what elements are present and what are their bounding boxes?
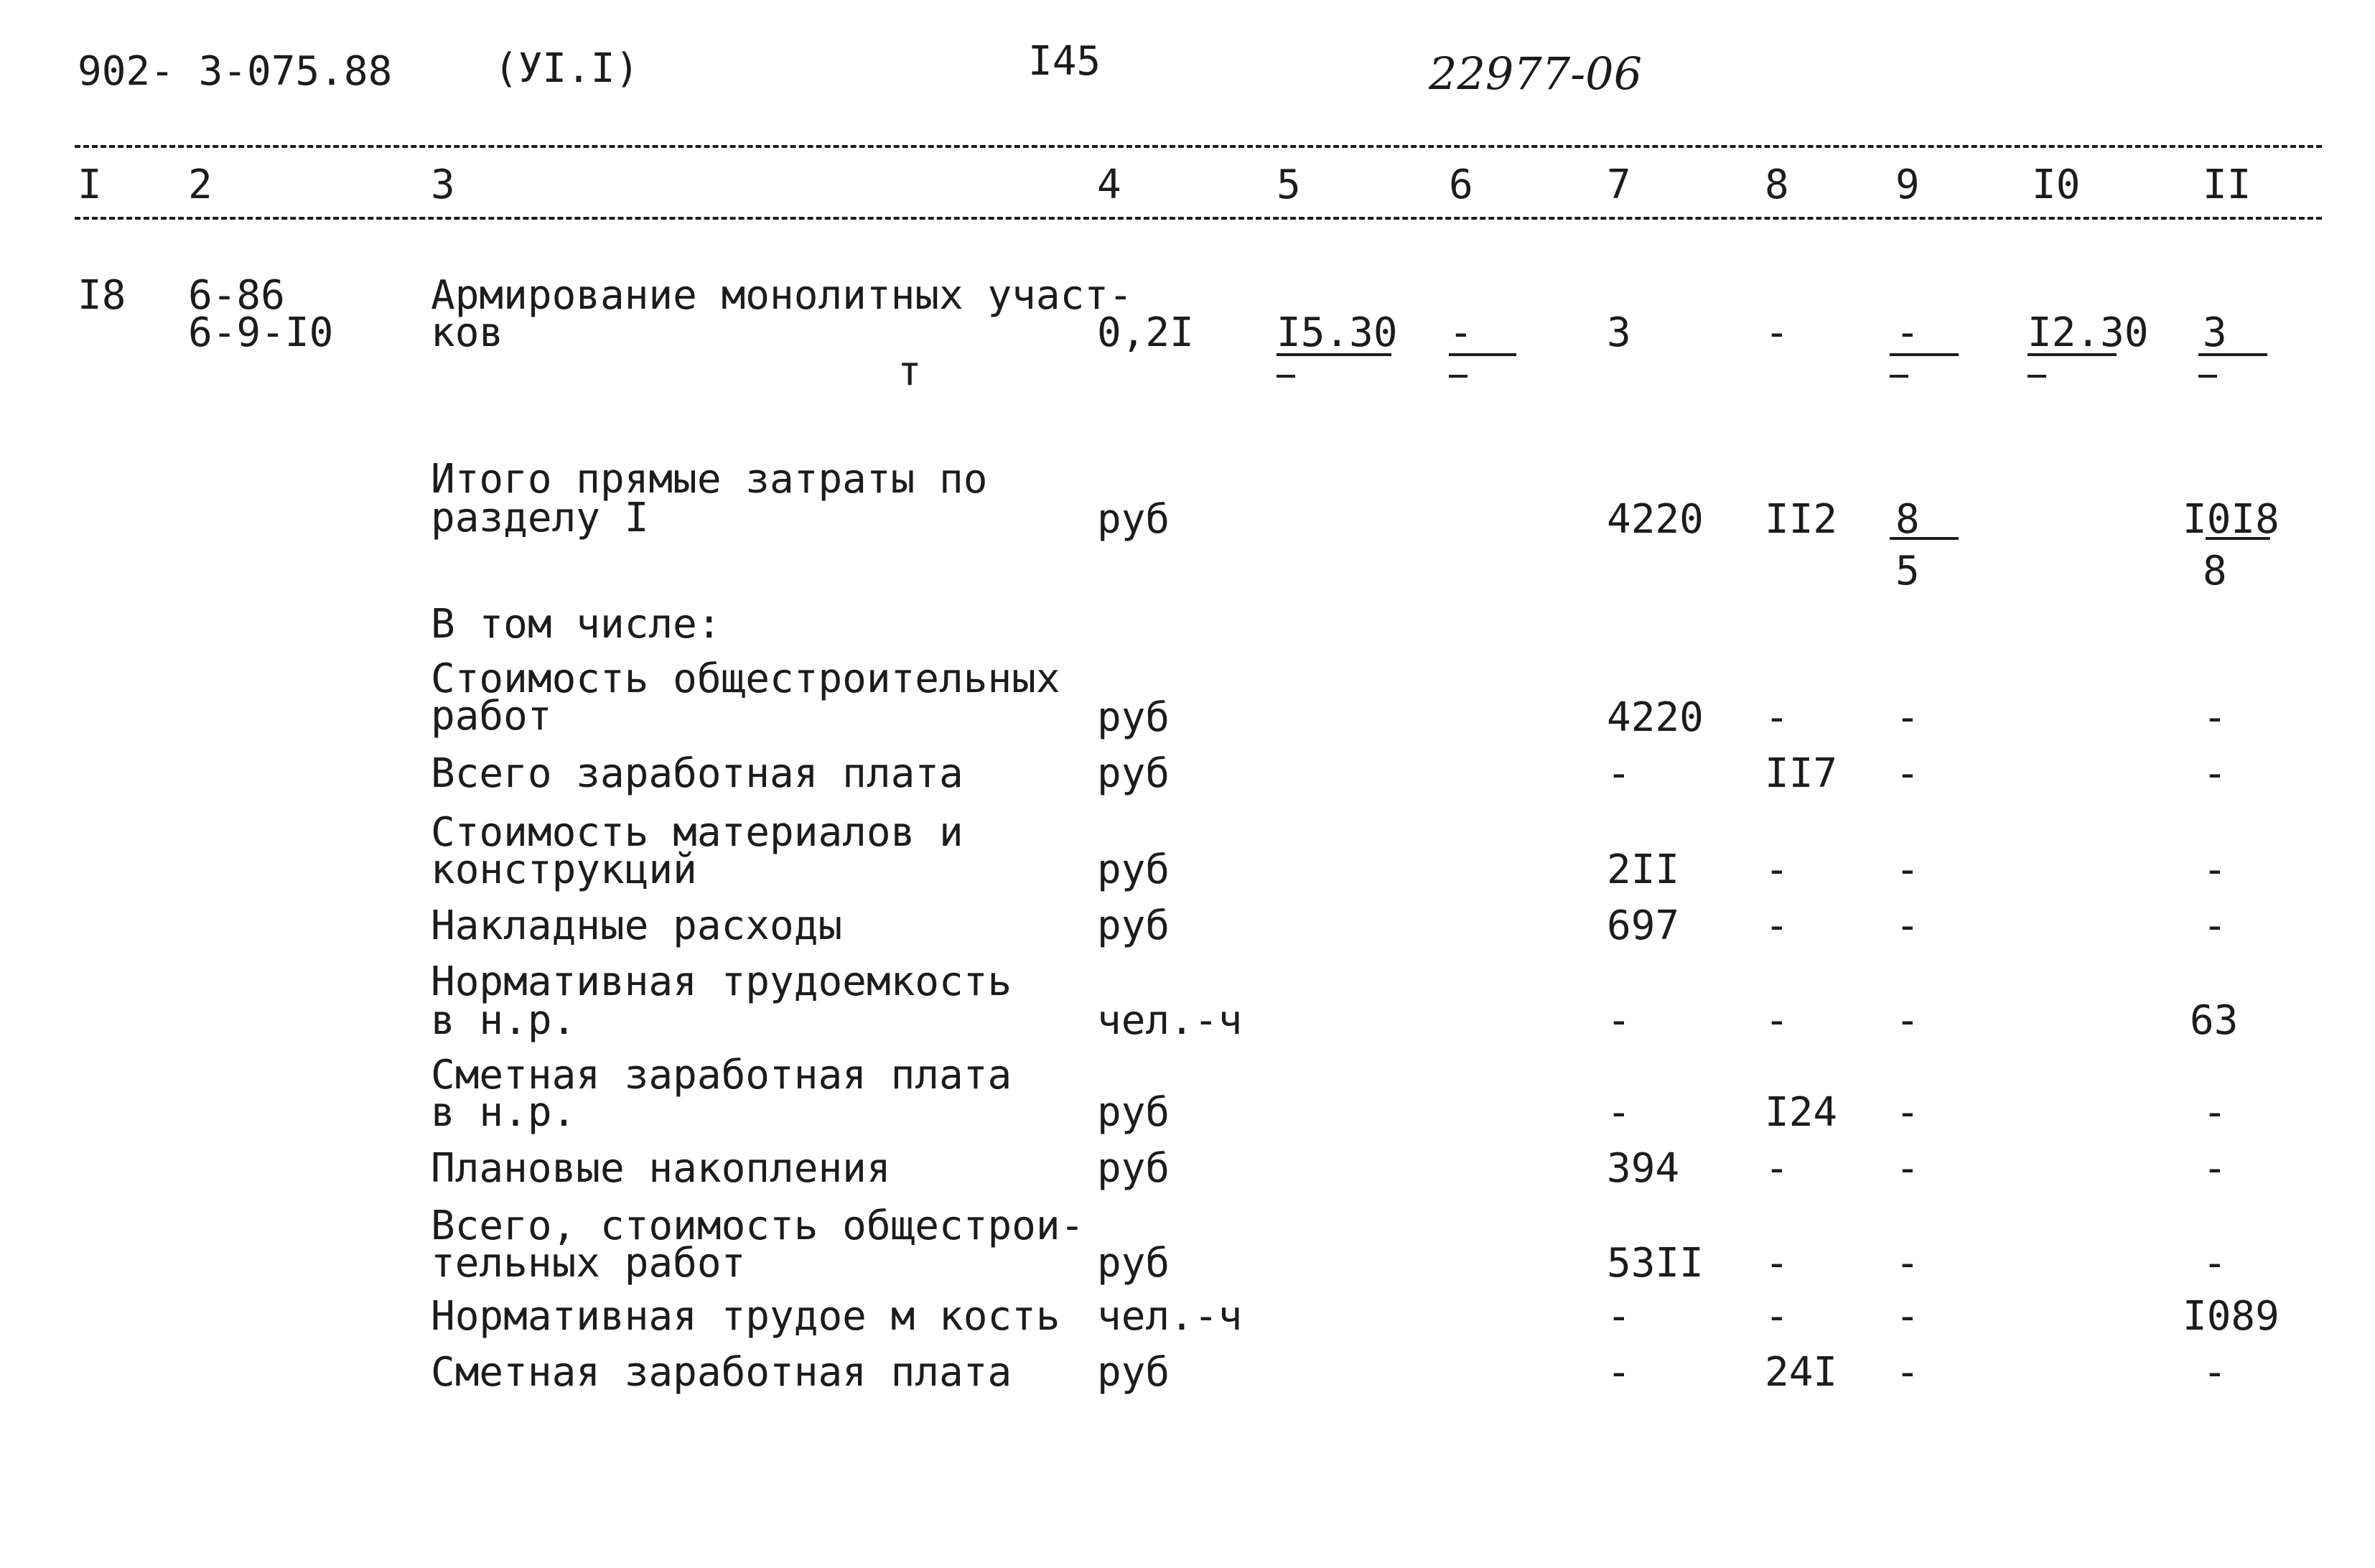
row-6-unit: руб [1097, 1089, 1170, 1136]
row-4-col9: - [1895, 902, 1920, 949]
row-9-col11: I089 [2183, 1293, 2280, 1340]
row-1-label-line2: работ [431, 693, 552, 739]
row-6-col11: - [2203, 1089, 2227, 1136]
row-6-label-line1: Сметная заработная плата [431, 1052, 1012, 1098]
row-1-col11: - [2203, 694, 2227, 741]
row-4-col7: 697 [1607, 902, 1680, 949]
row-4-unit: руб [1097, 902, 1170, 949]
row-8-col7: 53II [1607, 1240, 1704, 1287]
total-label-line2: разделу I [431, 495, 649, 541]
row-3-col8: - [1765, 846, 1789, 893]
item-col10: I2.30 [2028, 309, 2149, 356]
row-4-col11: - [2203, 902, 2227, 949]
col-number-6: 6 [1449, 162, 1473, 208]
col-number-5: 5 [1277, 162, 1301, 208]
item-name-line1: Армирование монолитных участ- [431, 272, 1133, 319]
row-8-label-line1: Всего, стоимость общестрои- [431, 1203, 1085, 1249]
row-4-label-line1: Накладные расходы [431, 902, 843, 949]
item-name-line2: ков [431, 309, 504, 356]
row-7-col9: - [1895, 1145, 1920, 1192]
item-code-1: 6-86 [188, 272, 285, 319]
row-3-col9: - [1895, 846, 1920, 893]
item-col11: 3 [2203, 309, 2227, 356]
col-number-11: II [2203, 162, 2252, 208]
row-3-col7: 2II [1607, 846, 1680, 893]
row-10-col9: - [1895, 1349, 1920, 1396]
row-3-label-line1: Стоимость материалов и [431, 809, 963, 856]
row-1-col8: - [1765, 694, 1789, 741]
row-7-col11: - [2203, 1145, 2227, 1192]
row-2-col7: - [1607, 750, 1631, 797]
col-number-1: I [78, 162, 102, 208]
total-label-line1: Итого прямые затраты по [431, 456, 988, 503]
row-8-col11: - [2203, 1240, 2227, 1287]
item-col11-dash [2198, 375, 2217, 378]
item-col6-dash [1449, 375, 1468, 378]
row-1-label-line1: Стоимость общестроительных [431, 655, 1060, 702]
item-col5-underline [1277, 353, 1391, 356]
row-3-label-line2: конструкций [431, 846, 697, 893]
item-col6-underline [1449, 353, 1516, 356]
col-number-9: 9 [1895, 162, 1920, 208]
row-2-col9: - [1895, 750, 1920, 797]
row-3-col11: - [2203, 846, 2227, 893]
document-series: 902- 3-075.88 [78, 48, 393, 95]
header-bottom-rule [75, 217, 2322, 220]
item-col10-underline [2028, 353, 2117, 356]
col-number-7: 7 [1607, 162, 1631, 208]
row-6-col8: I24 [1765, 1089, 1838, 1136]
row-3-unit: руб [1097, 846, 1170, 893]
total-col8: II2 [1765, 496, 1838, 543]
row-5-col8: - [1765, 997, 1789, 1044]
row-6-col7: - [1607, 1089, 1631, 1136]
item-col5-dash [1277, 375, 1295, 378]
row-7-col7: 394 [1607, 1145, 1680, 1192]
row-9-col9: - [1895, 1293, 1920, 1340]
item-col6: - [1449, 309, 1473, 356]
col-number-2: 2 [188, 162, 213, 208]
row-9-label-line1: Нормативная трудое м кость [431, 1293, 1060, 1340]
including-label: В том числе: [431, 601, 722, 648]
row-9-col8: - [1765, 1293, 1789, 1340]
row-2-unit: руб [1097, 750, 1170, 797]
row-7-col8: - [1765, 1145, 1789, 1192]
row-1-col9: - [1895, 694, 1920, 741]
row-2-col11: - [2203, 750, 2227, 797]
row-10-col8: 24I [1765, 1349, 1838, 1396]
row-5-label-line2: в н.р. [431, 997, 577, 1044]
row-9-col7: - [1607, 1293, 1631, 1340]
item-col5: I5.30 [1277, 309, 1398, 356]
total-col9-top: 8 [1895, 496, 1920, 543]
row-1-col7: 4220 [1607, 694, 1704, 741]
item-col8: - [1765, 309, 1789, 356]
item-col9: - [1895, 309, 1920, 356]
header-top-rule [75, 145, 2322, 148]
row-4-col8: - [1765, 902, 1789, 949]
row-2-label-line1: Всего заработная плата [431, 750, 963, 797]
row-8-unit: руб [1097, 1240, 1170, 1287]
row-10-col11: - [2203, 1349, 2227, 1396]
total-col11-underline [2206, 537, 2270, 540]
row-10-label-line1: Сметная заработная плата [431, 1349, 1012, 1396]
row-1-unit: руб [1097, 694, 1170, 741]
item-code-2: 6-9-I0 [188, 309, 334, 356]
item-col9-dash [1890, 375, 1908, 378]
col-number-4: 4 [1097, 162, 1121, 208]
item-col9-underline [1890, 353, 1959, 356]
item-col7: 3 [1607, 309, 1631, 356]
item-col10-dash [2028, 375, 2046, 378]
row-8-label-line2: тельных работ [431, 1240, 746, 1287]
row-5-col9: - [1895, 997, 1920, 1044]
page-number: I45 [1028, 38, 1101, 85]
item-qty: 0,2I [1097, 309, 1194, 356]
row-5-label-line1: Нормативная трудоемкость [431, 958, 1012, 1005]
row-5-col11: 63 [2190, 997, 2239, 1044]
col-number-8: 8 [1765, 162, 1789, 208]
item-number: I8 [78, 272, 126, 319]
row-6-label-line2: в н.р. [431, 1089, 577, 1136]
col-number-3: 3 [431, 162, 455, 208]
row-6-col9: - [1895, 1089, 1920, 1136]
total-col7: 4220 [1607, 496, 1704, 543]
album-label: (УI.I) [494, 45, 640, 92]
total-col11-top: I0I8 [2183, 496, 2280, 543]
total-col11-bottom: 8 [2203, 548, 2227, 594]
item-unit: т [897, 348, 922, 395]
row-10-unit: руб [1097, 1349, 1170, 1396]
total-unit: руб [1097, 496, 1170, 543]
col-number-10: I0 [2032, 162, 2081, 208]
row-8-col9: - [1895, 1240, 1920, 1287]
row-5-unit: чел.-ч [1097, 997, 1243, 1044]
row-5-col7: - [1607, 997, 1631, 1044]
item-col11-underline [2198, 353, 2267, 356]
row-10-col7: - [1607, 1349, 1631, 1396]
total-col9-bottom: 5 [1895, 548, 1920, 594]
total-col9-underline [1890, 537, 1959, 540]
row-7-unit: руб [1097, 1145, 1170, 1192]
row-2-col8: II7 [1765, 750, 1838, 797]
row-9-unit: чел.-ч [1097, 1293, 1243, 1340]
row-7-label-line1: Плановые накопления [431, 1145, 891, 1192]
row-8-col8: - [1765, 1240, 1789, 1287]
handwritten-number: 22977-06 [1429, 47, 1643, 100]
